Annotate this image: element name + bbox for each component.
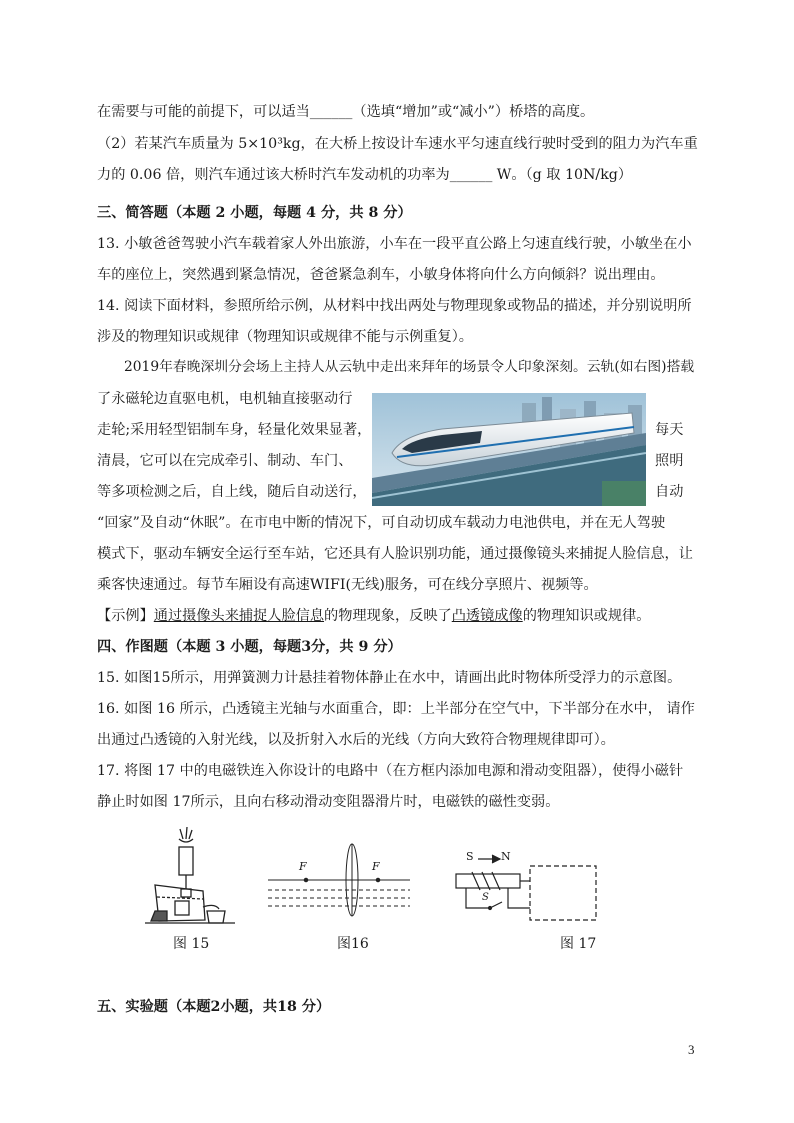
example-tag: 【示例】 — [97, 608, 154, 624]
question-15: 15. 如图15所示，用弹簧测力计悬挂着物体静止在水中，请画出此时物体所受浮力的示意图。 — [97, 670, 682, 686]
figure-15-drawing — [145, 825, 235, 925]
figure-16-drawing — [268, 838, 410, 920]
figure-16-caption: 图16 — [337, 936, 369, 952]
question-14: 14. 阅读下面材料，参照所给示例，从材料中找出两处与物理现象或物品的描述，并分别说明所 — [97, 298, 692, 314]
text-line: 力的 0.06 倍，则汽车通过该大桥时汽车发动机的功率为______ W。（g 取 10N/kg） — [97, 167, 633, 183]
section-heading: 五、实验题（本题2小题，共18 分） — [97, 999, 331, 1015]
question-17: 17. 将图 17 中的电磁铁连入你设计的电路中（在方框内添加电源和滑动变阻器），使得小磁针 — [97, 763, 684, 779]
switch-label: S — [482, 892, 489, 903]
passage-line: 等多项检测之后，自上线，随后自动送行， — [97, 484, 367, 500]
text-line: （2）若某汽车质量为 5×10³kg，在大桥上按设计车速水平匀速直线行驶时受到的阻力为汽车重 — [97, 136, 698, 152]
page-number: 3 — [688, 1042, 695, 1057]
figure-17-drawing — [450, 850, 602, 924]
focal-point-left-label: F — [299, 860, 307, 873]
section-heading: 三、简答题（本题 2 小题，每题 4 分，共 8 分） — [97, 205, 412, 221]
passage-line: 模式下，驱动车辆安全运行至车站，它还具有人脸识别功能，通过摄像镜头来捕捉人脸信息，让 — [97, 546, 693, 562]
passage-line: 2019年春晚深圳分会场上主持人从云轨中走出来拜年的场景令人印象深刻。云轨(如右图)搭载 — [124, 359, 695, 375]
question-16-cont: 出通过凸透镜的入射光线，以及折射入水后的光线（方向大致符合物理规律即可）。 — [97, 732, 615, 748]
passage-line: 每天 — [655, 422, 684, 438]
section-heading: 四、作图题（本题 3 小题，每题3分，共 9 分） — [97, 639, 402, 655]
passage-line: 自动 — [655, 484, 684, 500]
passage-line: 了永磁轮边直驱电机，电机轴直接驱动行 — [97, 391, 353, 407]
example-underline-2: 凸透镜成像 — [451, 608, 523, 624]
passage-line: 清晨，它可以在完成牵引、制动、车门、 — [97, 453, 353, 469]
monorail-image — [372, 393, 646, 506]
question-14-cont: 涉及的物理知识或规律（物理知识或规律不能与示例重复）。 — [97, 329, 473, 345]
pole-n-label: N — [501, 850, 511, 863]
example-underline-1: 通过摄像头来捕捉人脸信息 — [153, 608, 325, 624]
figure-17-caption: 图 17 — [560, 936, 597, 952]
passage-line: 乘客快速通过。每节车厢设有高速WIFI(无线)服务，可在线分享照片、视频等。 — [97, 577, 598, 593]
focal-point-right-label: F — [372, 860, 380, 873]
example-mid: 的物理现象，反映了 — [324, 608, 452, 624]
passage-line: 照明 — [655, 453, 684, 469]
pole-s-label: S — [466, 850, 474, 863]
passage-line: “回家”及自动“休眠”。在市电中断的情况下，可自动切成车载动力电池供电，并在无人驾驶 — [97, 515, 666, 531]
question-13-cont: 车的座位上，突然遇到紧急情况，爸爸紧急刹车，小敏身体将向什么方向倾斜？说出理由。 — [97, 267, 665, 283]
passage-line: 走轮;采用轻型铝制车身，轻量化效果显著， — [97, 422, 372, 438]
question-17-cont: 静止时如图 17所示，且向右移动滑动变阻器滑片时，电磁铁的磁性变弱。 — [97, 794, 560, 810]
question-16: 16. 如图 16 所示，凸透镜主光轴与水面重合，即：上半部分在空气中，下半部分在水中， 请作 — [97, 701, 695, 717]
example-line — [97, 606, 650, 626]
text-line: 在需要与可能的前提下，可以适当______（选填“增加”或“减小”）桥塔的高度。 — [97, 104, 595, 120]
example-end: 的物理知识或规律。 — [522, 608, 651, 624]
figure-15-caption: 图 15 — [173, 936, 210, 952]
question-13: 13. 小敏爸爸驾驶小汽车载着家人外出旅游，小车在一段平直公路上匀速直线行驶，小敏坐在小 — [97, 236, 692, 252]
